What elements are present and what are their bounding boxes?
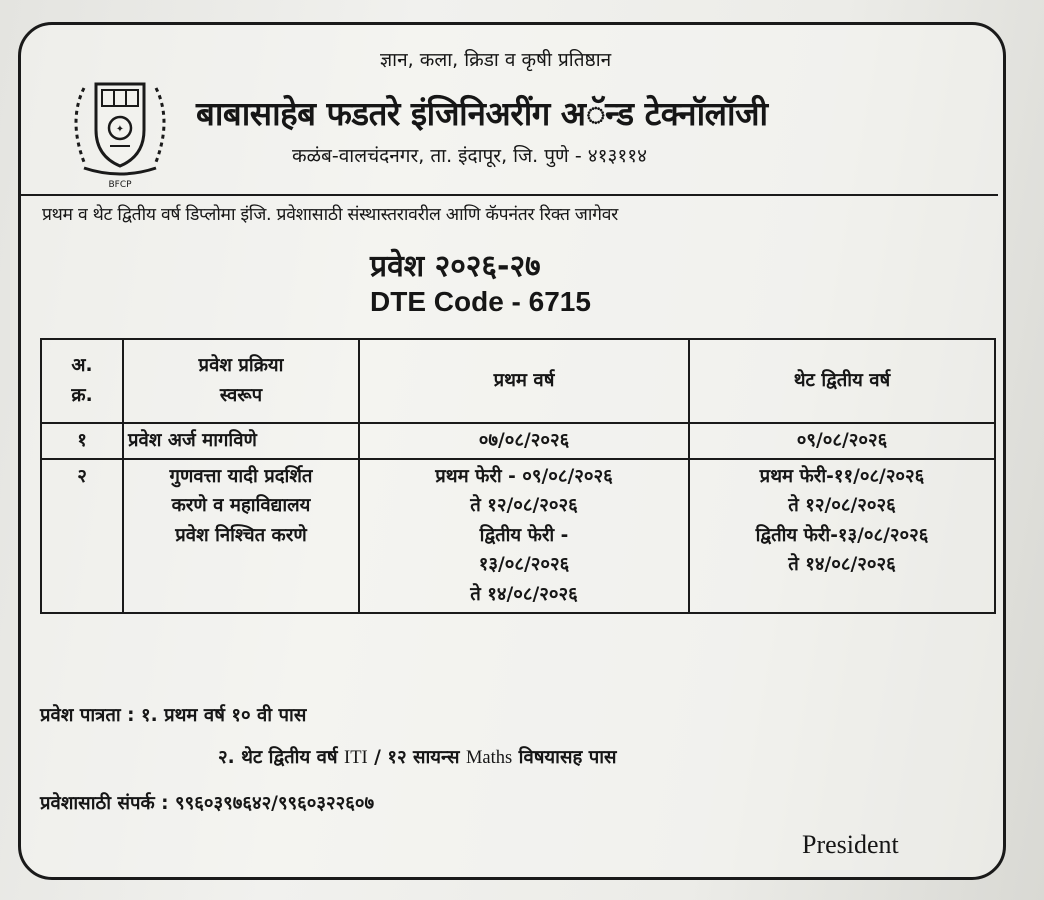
row2-first-year-line4: १३/०८/२०२६ — [478, 554, 570, 576]
contact-line — [40, 790, 374, 815]
eligibility-line1 — [40, 702, 306, 727]
row2-first-year — [359, 459, 689, 613]
header-direct-second-year: थेट द्वितीय वर्ष — [689, 339, 995, 423]
row1-serial: १ — [41, 423, 123, 459]
row2-process-line1: गुणवत्ता यादी प्रदर्शित — [169, 465, 313, 487]
header-process — [123, 339, 359, 423]
row2-second-year-line4: ते १४/०८/२०२६ — [788, 554, 896, 576]
row2-process-line2: करणे व महाविद्यालय — [171, 495, 311, 517]
header-serial-line2: क्र. — [71, 385, 93, 406]
svg-text:BFCP: BFCP — [108, 180, 132, 190]
eligibility-line2 — [218, 744, 617, 769]
eligibility-label: प्रवेश पात्रता : — [40, 705, 135, 726]
row2-process-line3: प्रवेश निश्चित करणे — [175, 524, 307, 546]
schedule-table — [40, 338, 996, 614]
header-first-year: प्रथम वर्ष — [359, 339, 689, 423]
organization-name: ज्ञान, कला, क्रिडा व कृषी प्रतिष्ठान — [380, 49, 612, 71]
row2-first-year-line3: द्वितीय फेरी - — [479, 524, 569, 546]
row2-first-year-line1: प्रथम फेरी - ०९/०८/२०२६ — [435, 465, 613, 487]
header-divider — [21, 194, 998, 196]
row2-direct-second-year — [689, 459, 995, 613]
eligibility-item1: १. प्रथम वर्ष १० वी पास — [140, 705, 307, 726]
signature-president: President — [802, 830, 899, 859]
college-emblem-icon — [54, 70, 186, 190]
admission-title: प्रवेश २०२६-२७ — [370, 249, 541, 284]
row2-second-year-line2: ते १२/०८/२०२६ — [788, 495, 896, 517]
eligibility-iti: ITI — [344, 748, 368, 768]
eligibility-maths: Maths — [465, 748, 513, 768]
eligibility-item2-mid: / १२ सायन्स — [374, 747, 460, 768]
header-process-line2: स्वरूप — [219, 385, 263, 406]
table-header-row — [41, 339, 995, 423]
dte-code: DTE Code - 6715 — [370, 286, 591, 317]
row1-process: प्रवेश अर्ज मागविणे — [123, 423, 359, 459]
contact-label: प्रवेशासाठी संपर्क : — [40, 793, 169, 814]
row2-second-year-line1: प्रथम फेरी-११/०८/२०२६ — [759, 465, 925, 487]
college-name: बाबासाहेब फडतरे इंजिनिअरींग अॅन्ड टेक्नॉलॉजी — [196, 94, 768, 133]
row1-first-year: ०७/०८/२०२६ — [359, 423, 689, 459]
row2-second-year-line3: द्वितीय फेरी-१३/०८/२०२६ — [755, 524, 929, 546]
row2-process — [123, 459, 359, 613]
college-address: कळंब-वालचंदनगर, ता. इंदापूर, जि. पुणे - ४१३११४ — [292, 145, 648, 167]
eligibility-item2-suffix: विषयासह पास — [518, 747, 617, 768]
row2-first-year-line2: ते १२/०८/२०२६ — [470, 495, 578, 517]
header-serial — [41, 339, 123, 423]
table-row — [41, 423, 995, 459]
header-serial-line1: अ. — [71, 355, 93, 377]
row1-direct-second-year: ०९/०८/२०२६ — [689, 423, 995, 459]
row2-serial: २ — [41, 459, 123, 613]
header-process-line1: प्रवेश प्रक्रिया — [198, 355, 284, 377]
table-row — [41, 459, 995, 613]
notice-line: प्रथम व थेट द्वितीय वर्ष डिप्लोमा इंजि. प्रवेशासाठी संस्थास्तरावरील आणि कॅपनंतर रिक्त जागेवर — [42, 205, 618, 225]
eligibility-item2-prefix: २. थेट द्वितीय वर्ष — [218, 747, 338, 768]
svg-text:✦: ✦ — [115, 124, 125, 135]
row2-first-year-line5: ते १४/०८/२०२६ — [470, 583, 578, 605]
contact-numbers: ९९६०३९७६४२/९९६०३२२६०७ — [174, 793, 375, 814]
